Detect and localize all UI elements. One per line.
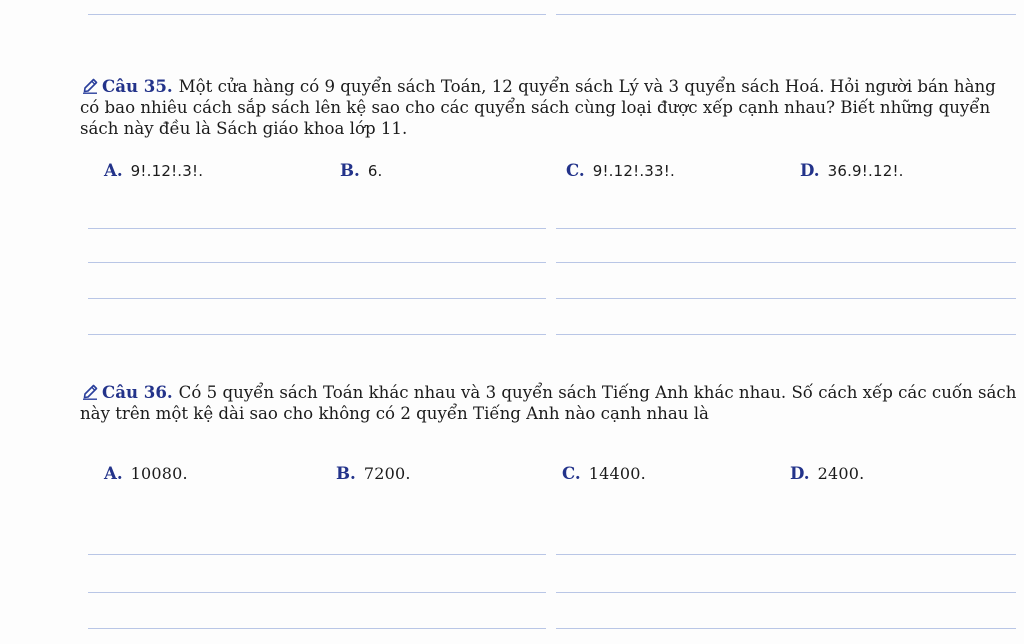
- writing-line: [88, 14, 546, 15]
- writing-line: [88, 334, 546, 335]
- option-value: 14400.: [588, 464, 646, 483]
- writing-line: [88, 628, 546, 629]
- option-letter: A.: [104, 160, 123, 180]
- option-b[interactable]: [340, 160, 383, 180]
- writing-line: [88, 262, 546, 263]
- option-letter: C.: [566, 160, 585, 180]
- answer-options-35: [104, 160, 1004, 182]
- option-value: 6.: [367, 162, 383, 180]
- answer-options-36: [104, 463, 1004, 485]
- pencil-icon: [82, 78, 98, 94]
- option-value: 9!.12!.33!.: [592, 162, 675, 180]
- writing-line: [556, 334, 1016, 335]
- question-text: Có 5 quyển sách Toán khác nhau và 3 quyển sách Tiếng Anh khác nhau. Số cách xếp các cuốn sách này trên một kệ dài sao cho không có 2 quyển Tiếng Anh nào cạnh nhau là: [80, 383, 1017, 423]
- option-letter: D.: [800, 160, 820, 180]
- writing-line: [556, 554, 1016, 555]
- option-a[interactable]: [104, 160, 203, 180]
- option-letter: B.: [336, 463, 356, 483]
- writing-line: [556, 228, 1016, 229]
- writing-line: [556, 298, 1016, 299]
- question-text: Một cửa hàng có 9 quyển sách Toán, 12 quyển sách Lý và 3 quyển sách Hoá. Hỏi người bán hàng có bao nhiêu cách sắp sách lên kệ sao cho các quyển sách cùng loại được xếp cạnh nhau? Biết những quyển sách này đều là Sách giáo khoa lớp 11.: [80, 77, 996, 138]
- option-value: 2400.: [817, 464, 865, 483]
- option-value: 9!.12!.3!.: [130, 162, 204, 180]
- pencil-icon: [82, 384, 98, 400]
- question-number: Câu 35.: [102, 76, 173, 96]
- option-value: 7200.: [363, 464, 411, 483]
- option-b[interactable]: [336, 463, 411, 483]
- option-d[interactable]: [790, 463, 864, 483]
- option-value: 10080.: [130, 464, 188, 483]
- question-35: [80, 76, 1020, 139]
- question-36: [80, 382, 1020, 424]
- option-d[interactable]: [800, 160, 904, 180]
- option-c[interactable]: [562, 463, 646, 483]
- writing-line: [556, 14, 1016, 15]
- writing-line: [88, 592, 546, 593]
- writing-line: [88, 554, 546, 555]
- option-letter: B.: [340, 160, 360, 180]
- writing-line: [556, 628, 1016, 629]
- writing-line: [88, 298, 546, 299]
- writing-line: [88, 228, 546, 229]
- option-letter: D.: [790, 463, 810, 483]
- option-letter: C.: [562, 463, 581, 483]
- option-a[interactable]: [104, 463, 188, 483]
- option-letter: A.: [104, 463, 123, 483]
- option-value: 36.9!.12!.: [827, 162, 904, 180]
- writing-line: [556, 262, 1016, 263]
- question-number: Câu 36.: [102, 382, 173, 402]
- option-c[interactable]: [566, 160, 675, 180]
- writing-line: [556, 592, 1016, 593]
